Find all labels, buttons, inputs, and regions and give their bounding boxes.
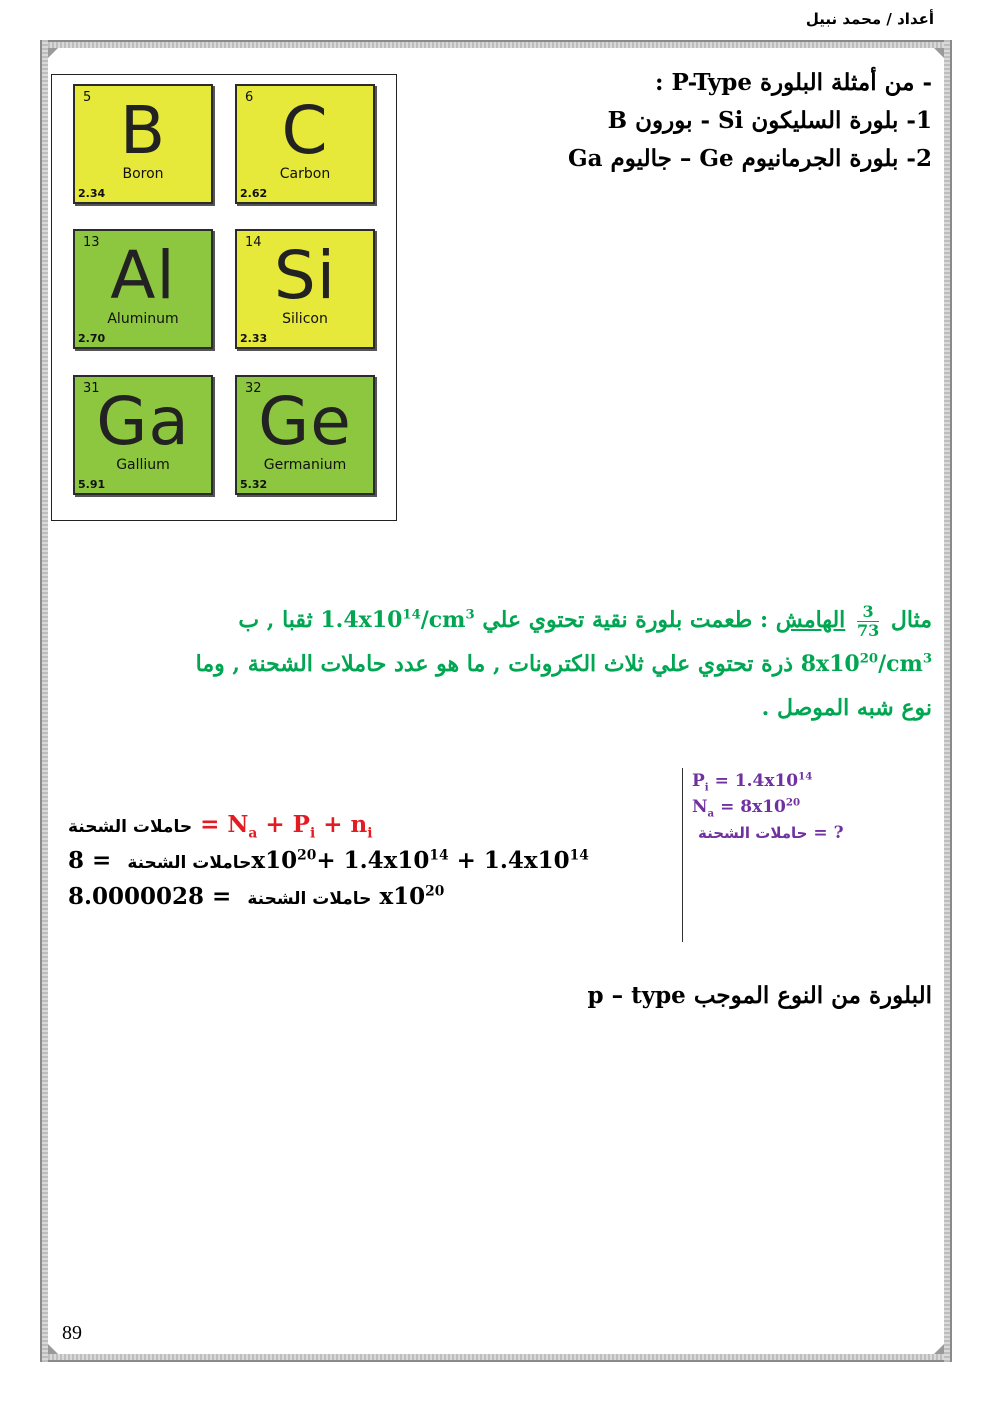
element-symbol: B bbox=[119, 92, 167, 169]
example-line-3: نوع شبه الموصل . bbox=[761, 695, 932, 721]
heading-line-3: 2- بلورة الجرمانيوم Ge – جاليوم Ga bbox=[567, 145, 932, 172]
element-symbol: Al bbox=[110, 237, 176, 314]
given-na: $N_a = 8x10^{20}$ bbox=[692, 796, 801, 820]
conclusion: البلورة من النوع الموجب p – type bbox=[587, 982, 932, 1009]
examples-heading bbox=[568, 64, 932, 178]
element-density: 2.34 bbox=[78, 187, 106, 200]
calculation bbox=[68, 808, 589, 916]
given-pi: $P_i = 1.4x10^{14}$ bbox=[692, 770, 813, 794]
given-values bbox=[692, 768, 844, 846]
element-name: Gallium bbox=[116, 457, 170, 473]
author-credit: أعداد / محمد نبيل bbox=[805, 10, 934, 28]
atomic-number: 13 bbox=[83, 235, 100, 250]
element-name: Aluminum bbox=[107, 311, 179, 327]
element-name: Carbon bbox=[279, 166, 331, 182]
element-tile-carbon bbox=[235, 84, 375, 204]
formula: = $N_a + P_i + n_i$ bbox=[200, 811, 373, 842]
element-symbol: Ga bbox=[96, 383, 190, 460]
example-line-1: مثال $\frac{3}{73}$ الهامش : طعمت بلورة نقية تحتوي علي $1.4x10^{14}/cm^3$ ثقبا , ب bbox=[238, 601, 932, 640]
example-line-2: $8x10^{20}/cm^3$ ذرة تحتوي علي ثلاث الكترونات , ما هو عدد حاملات الشحنة , وما bbox=[195, 651, 932, 677]
hole-concentration: $1.4x10^{14}/cm^3$ bbox=[320, 607, 475, 633]
atomic-number: 5 bbox=[83, 90, 92, 105]
calc-line-3: حاملات الشحنة = 8.0000028 $x10^{20}$ bbox=[68, 883, 445, 910]
element-symbol: Ge bbox=[258, 383, 352, 460]
element-tile-aluminum bbox=[73, 229, 213, 349]
element-density: 2.62 bbox=[240, 187, 268, 200]
element-tile-boron bbox=[73, 84, 213, 204]
element-name: Boron bbox=[122, 166, 164, 182]
margin-fraction: $\frac{3}{73}$ bbox=[856, 601, 880, 640]
heading-line-2: 1- بلورة السليكون Si - بورون B bbox=[607, 107, 932, 134]
example-problem bbox=[52, 598, 932, 730]
element-tile-germanium bbox=[235, 375, 375, 495]
element-density: 2.70 bbox=[78, 332, 106, 345]
element-density: 5.32 bbox=[240, 478, 268, 491]
element-density: 5.91 bbox=[78, 478, 106, 491]
atomic-number: 31 bbox=[83, 381, 100, 396]
atomic-number: 14 bbox=[245, 235, 262, 250]
calc-line-1: حاملات الشحنة = $N_a + P_i + n_i$ bbox=[68, 811, 373, 842]
element-density: 2.33 bbox=[240, 332, 268, 345]
element-symbol: Si bbox=[273, 237, 337, 314]
page-number: 89 bbox=[62, 1322, 82, 1344]
impurity-concentration: $8x10^{20}/cm^3$ bbox=[800, 651, 932, 677]
element-name: Silicon bbox=[282, 311, 328, 327]
atomic-number: 32 bbox=[245, 381, 262, 396]
element-tile-silicon bbox=[235, 229, 375, 349]
margin-source: الهامش bbox=[775, 607, 846, 633]
divider-line bbox=[682, 768, 683, 942]
periodic-elements-figure bbox=[51, 74, 397, 521]
calc-line-2: حاملات الشحنة = $8x10^{20}+ 1.4x10^{14} + 1.4x10^{14}$ bbox=[68, 847, 589, 874]
given-unknown: حاملات الشحنة = ? bbox=[698, 823, 844, 843]
heading-line-1: - من أمثلة البلورة P-Type : bbox=[655, 69, 932, 96]
element-name: Germanium bbox=[263, 457, 347, 473]
element-symbol: C bbox=[281, 92, 329, 169]
atomic-number: 6 bbox=[245, 90, 254, 105]
element-tile-gallium bbox=[73, 375, 213, 495]
